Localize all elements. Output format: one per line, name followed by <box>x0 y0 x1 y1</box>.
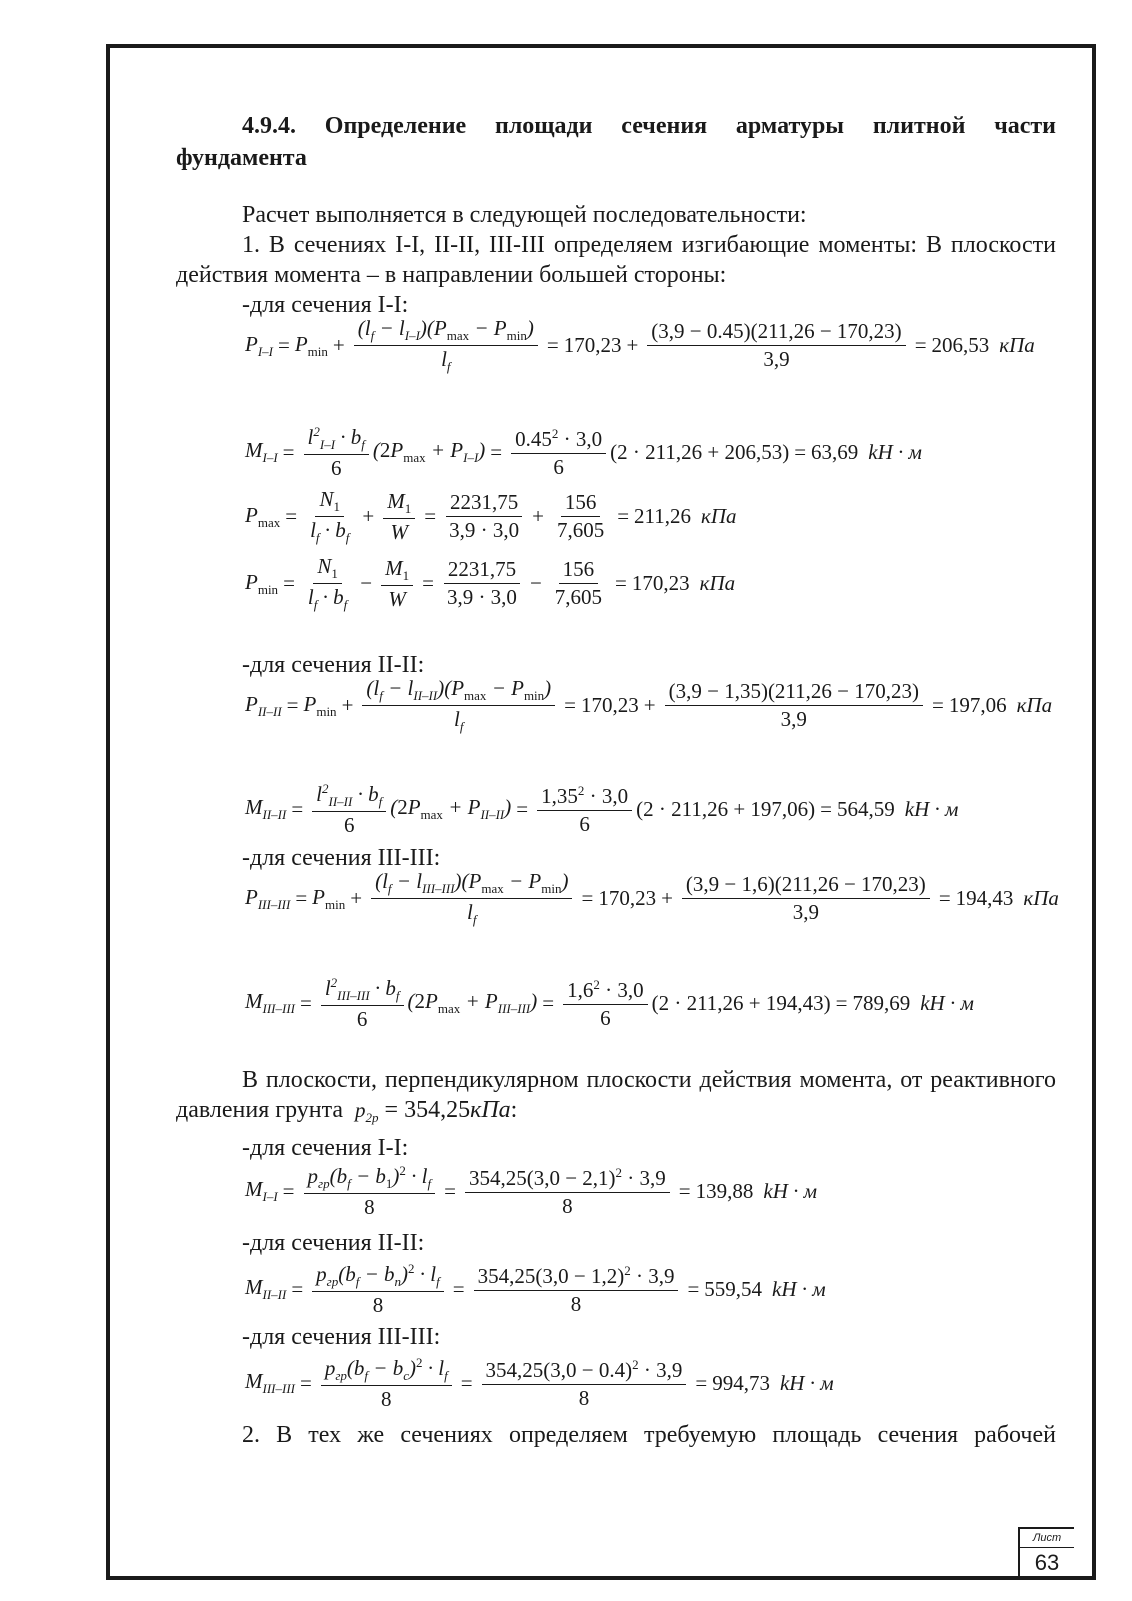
sheet-stamp <box>1018 1527 1074 1576</box>
formula-m-2-2: $M_{II-II}$ = $\frac{l^2_{II-II} \cdot b_f}{6}$ $(2P_{max} + P_{II-II})$ = $\frac{1,35^2 \cdot 3,0}{6}$ (2 · 211,26 + 197,06) = 564,59 kH · м <box>245 781 959 837</box>
formula-p-1-1-result: 206,53 <box>931 333 990 357</box>
perp-paragraph: В плоскости, перпендикулярном плоскости действия момента, от реактивного давления грунта $p_{2p} = 354,25кПа$: <box>176 1067 1056 1126</box>
heading-line-2: фундамента <box>176 145 307 171</box>
formula-m-1-1-result: 63,69 <box>811 439 859 464</box>
formula-m-3-3-perp: $M_{III-III}$ = $\frac{p_{гр}(b_f - b_c)^2 \cdot l_f}{8}$ = $\frac{354,25(3,0 - 0.4)^2 \cdot 3,9}{8}$ = 994,73 kH · м <box>245 1355 834 1411</box>
formula-m-2-2-result: 564,59 <box>837 796 895 821</box>
formula-p-1-1: $P_{I-I}$ = $P_{min}$ + $\frac{(l_f - l_{I-I})(P_{max} - P_{min})}{l_f}$ = 170,23 + $\frac{(3,9 - 0.45)(211,26 - 170,23)}{3,9}$ = 206,53 кПа <box>245 316 1035 374</box>
section-heading <box>176 110 1056 174</box>
section-label-2b: -для сечения II-II: <box>242 1230 425 1256</box>
intro-paragraph-2: 1. В сечениях I-I, II-II, III-III определяем изгибающие моменты: В плоскости действия момента – в направлении большей стороны: <box>176 232 1056 288</box>
formula-m-2-2-perp-result: 559,54 <box>704 1276 763 1301</box>
perp-text: В плоскости, перпендикулярном плоскости действия момента, от реактивного давления грунта <box>176 1067 1056 1123</box>
formula-pmax: $P_{max}$ = $\frac{N_1}{l_f \cdot b_f}$ + $\frac{M_1}{W}$ = $\frac{2231,75}{3,9 \cdot 3,0}$ + $\frac{156}{7,605}$ = 211,26 кПа <box>245 487 737 545</box>
formula-m-3-3-result: 789,69 <box>852 990 911 1015</box>
formula-p-2-2-result: 197,06 <box>948 693 1007 717</box>
formula-p-3-3: $P_{III-III}$ = $P_{min}$ + $\frac{(l_f - l_{III-III})(P_{max} - P_{min})}{l_f}$ = 170,23 + $\frac{(3,9 - 1,6)(211,26 - 170,23)}{3,9}$ = 194,43 кПа <box>245 869 1059 927</box>
section-label-2: -для сечения II-II: <box>242 652 425 678</box>
intro-paragraph-1: Расчет выполняется в следующей последовательности: <box>242 202 807 228</box>
formula-m-1-1-perp-result: 139,88 <box>695 1178 754 1203</box>
formula-m-1-1-perp: $M_{I-I}$ = $\frac{p_{гр}(b_f - b_1)^2 \cdot l_f}{8}$ = $\frac{354,25(3,0 - 2,1)^2 \cdot 3,9}{8}$ = 139,88 kH · м <box>245 1163 818 1219</box>
heading-line-1: 4.9.4. Определение площади сечения арматуры плитной части <box>242 113 1056 139</box>
formula-m-3-3: $M_{III-III}$ = $\frac{l^2_{III-III} \cdot b_f}{6}$ $(2P_{max} + P_{III-III})$ = $\frac{1,6^2 \cdot 3,0}{6}$ (2 · 211,26 + 194,43) = 789,69 kH · м <box>245 975 974 1031</box>
formula-pmin: $P_{min}$ = $\frac{N_1}{l_f \cdot b_f}$ − $\frac{M_1}{W}$ = $\frac{2231,75}{3,9 \cdot 3,0}$ − $\frac{156}{7,605}$ = 170,23 кПа <box>245 554 736 612</box>
sheet-label: Лист <box>1020 1529 1074 1548</box>
formula-m-2-2-perp: $M_{II-II}$ = $\frac{p_{гр}(b_f - b_п)^2 \cdot l_f}{8}$ = $\frac{354,25(3,0 - 1,2)^2 \cdot 3,9}{8}$ = 559,54 kH · м <box>245 1261 826 1317</box>
formula-pmax-result: 211,26 <box>634 504 692 528</box>
section-label-3: -для сечения III-III: <box>242 845 441 871</box>
section-label-1: -для сечения I-I: <box>242 292 409 318</box>
formula-p-3-3-result: 194,43 <box>955 886 1014 910</box>
section-label-3b: -для сечения III-III: <box>242 1324 441 1350</box>
page-number: 63 <box>1034 1550 1060 1575</box>
formula-m-1-1: $M_{I-I}$ = $\frac{l^2_{I-I} \cdot b_f}{6}$ $(2P_{max} + P_{I-I})$ = $\frac{0.45^2 \cdot 3,0}{6}$ (2 · 211,26 + 206,53) = 63,69 kH · м <box>245 424 922 480</box>
formula-p-2-2: $P_{II-II}$ = $P_{min}$ + $\frac{(l_f - l_{II-II})(P_{max} - P_{min})}{l_f}$ = 170,23 + $\frac{(3,9 - 1,35)(211,26 - 170,23)}{3,9}$ = 197,06 кПа <box>245 676 1053 734</box>
step2-paragraph: 2. В тех же сечениях определяем требуемую площадь сечения рабочей <box>242 1422 1056 1448</box>
formula-pmin-result: 170,23 <box>631 571 690 595</box>
section-label-1b: -для сечения I-I: <box>242 1135 409 1161</box>
formula-m-3-3-perp-result: 994,73 <box>712 1370 770 1395</box>
